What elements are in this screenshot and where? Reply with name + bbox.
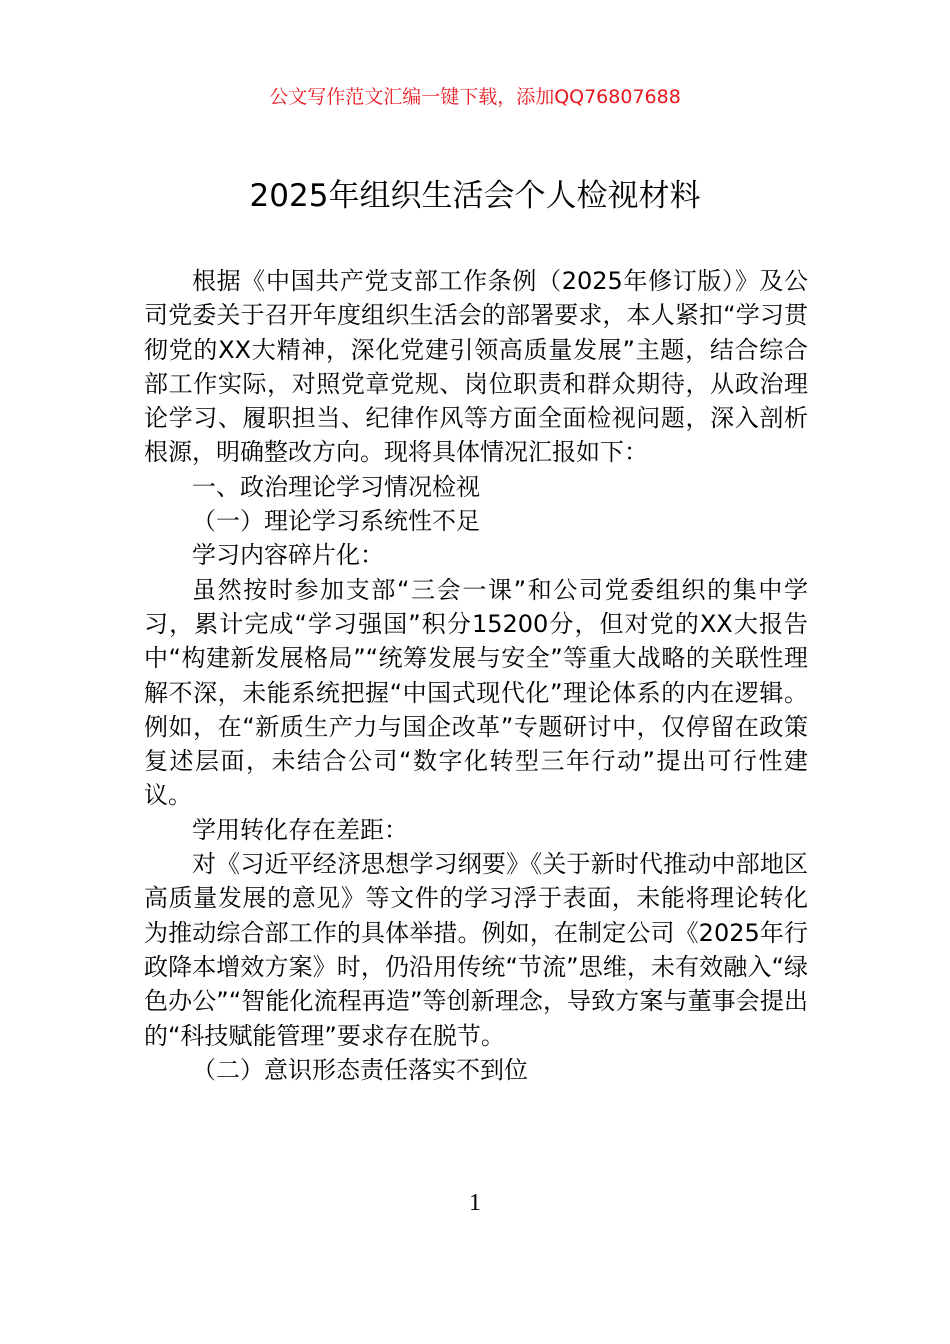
page-number: 1 — [469, 1190, 481, 1216]
point-heading-2: 学用转化存在差距： — [192, 815, 408, 844]
section-heading-1: 一、政治理论学习情况检视 — [192, 472, 480, 501]
intro-paragraph: 根据《中国共产党支部工作条例（2025年修订版）》及公司党委关于召开年度组织生活会的部署要求，本人紧扣“学习贯彻党的XX大精神，深化党建引领高质量发展”主题，结合综合部工作实际，对照党章党规、岗位职责和群众期待，从政治理论学习、履职担当、纪律作风等方面全面检视问题，深入剖析根源，明确整改方向。现将具体情况汇报如下： — [144, 267, 808, 467]
subsection-heading-1: （一）理论学习系统性不足 — [192, 507, 480, 536]
header-download-banner: 公文写作范文汇编一键下载，添加QQ76807688 — [269, 86, 681, 108]
point-paragraph-1: 虽然按时参加支部“三会一课”和公司党委组织的集中学习，累计完成“学习强国”积分15200分，但对党的XX大报告中“构建新发展格局”“统筹发展与安全”等重大战略的关联性理解不深，未能系统把握“中国式现代化”理论体系的内在逻辑。例如，在“新质生产力与国企改革”专题研讨中，仅停留在政策复述层面，未结合公司“数字化转型三年行动”提出可行性建议。 — [144, 575, 808, 810]
point-heading-1: 学习内容碎片化： — [192, 541, 384, 570]
document-body — [144, 264, 808, 1087]
document-title: 2025年组织生活会个人检视材料 — [249, 178, 701, 214]
point-paragraph-2: 对《习近平经济思想学习纲要》《关于新时代推动中部地区高质量发展的意见》等文件的学习浮于表面，未能将理论转化为推动综合部工作的具体举措。例如，在制定公司《2025年行政降本增效方案》时，仍沿用传统“节流”思维，未有效融入“绿色办公”“智能化流程再造”等创新理念，导致方案与董事会提出的“科技赋能管理”要求存在脱节。 — [144, 850, 808, 1050]
subsection-heading-2: （二）意识形态责任落实不到位 — [192, 1055, 528, 1084]
